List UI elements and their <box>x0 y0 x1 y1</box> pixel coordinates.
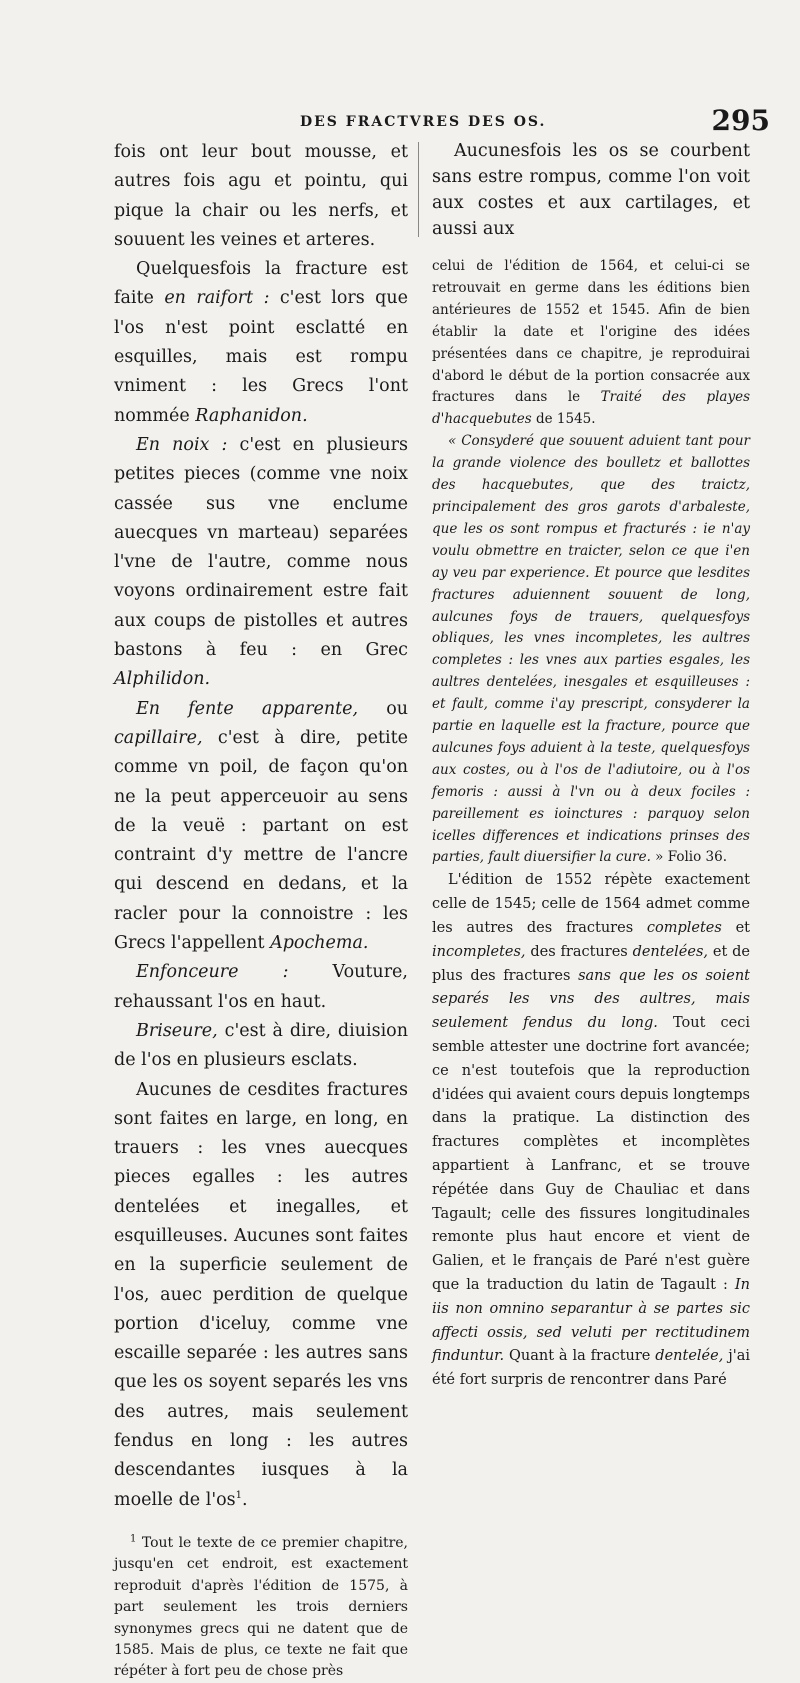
paragraph: En fente apparente, ou capillaire, c'est à dire, petite comme vn poil, de façon qu'on ne la peut apperceuoir au sens de la veuë : partant on est contraint d'y mettre de l'ancre qui descend en dedans, et la racler pour la connoistre : les Grecs l'appellent Apochema. <box>114 698 408 954</box>
paragraph: En noix : c'est en plusieurs petites pieces (comme vne noix cassée sus vne enclume auecques vn marteau) separées l'vne de l'autre, comme nous voyons ordinairement estre fait aux coups de pistolles et autres bastons à feu : en Grec Alphilidon. <box>114 434 408 690</box>
page-number: 295 <box>711 104 770 137</box>
left-column <box>114 138 408 1683</box>
footnote-ref[interactable]: 1 <box>235 1489 243 1501</box>
note-paragraph: L'édition de 1552 répète exactement celle de 1545; celle de 1564 admet comme les autres des fractures completes et incompletes, des fractures dentelées, et de plus des fractures sans que les os soient separés les vns des aultres, mais seulement fendus du long. Tout ceci semble attester une doctrine fort avancée; ce n'est toutefois que la reproduction d'idées qui avaient cours depuis longtemps dans la pratique. La distinction des fractures complètes et incomplètes appartient à Lanfranc, et se trouve répétée dans Guy de Chauliac et dans Tagault; celle des fissures longitudinales remonte plus haut encore et vient de Galien, et le français de Paré n'est guère que la traduction du latin de Tagault : In iis non omnino separantur à se partes sic affecti ossis, sed veluti per rectitudinem finduntur. Quant à la fracture dentelée, j'ai été fort surpris de rencontrer dans Paré <box>432 872 751 1389</box>
paragraph: Aucunesfois les os se courbent sans estre rompus, comme l'on voit aux costes et aux cartilages, et aussi aux <box>432 141 750 239</box>
quotation: « Consyderé que souuent aduient tant pour la grande violence des boulletz et ballottes des hacquebutes, que des traictz, principalement des gros garots d'arbaleste, que les os sont rompus et fracturés : ie n'ay voulu obmettre en traicter, selon ce que i'en ay veu par experience. Et pource que lesdites fractures aduiennent souuent de long, aulcunes foys de trauers, quelquesfoys obliques, les vnes incompletes, les aultres completes : les vnes aux parties esgales, les aultres dentelées, inesgales et esquilleuses : et fault, comme i'ay prescript, consyderer la partie en laquelle est la fracture, pource que aulcunes foys aduient à la teste, quelquesfoys aux costes, ou à l'os de l'adiutoire, ou à l'os femoris : aussi à l'vn ou à deux fociles : pareillement es ioinctures : parquoy selon icelles differences et indications prinses des parties, fault diuersifier la cure. » Folio 36. <box>432 433 750 866</box>
paragraph: Quelquesfois la fracture est faite en raifort : c'est lors que l'os n'est point esclatté en esquilles, mais est rompu vniment : les Grecs l'ont nommée Raphanidon. <box>114 259 408 426</box>
column-rule <box>418 142 419 237</box>
running-title: DES FRACTVRES DES OS. <box>300 114 547 130</box>
paragraph: fois ont leur bout mousse, et autres fois agu et pointu, qui pique la chair ou les nerfs, et souuent les veines et arteres. <box>114 142 408 250</box>
note-paragraph: celui de l'édition de 1564, et celui-ci se retrouvait en germe dans les éditions bien antérieures de 1552 et 1545. Afin de bien établir la date et l'origine des idées présentées dans ce chapitre, je reproduirai d'abord le début de la portion consacrée aux fractures dans le Traité des playes d'hacquebutes de 1545. <box>432 258 750 428</box>
paragraph: Briseure, c'est à dire, diuision de l'os en plusieurs esclats. <box>114 1020 408 1071</box>
paragraph: Aucunes de cesdites fractures sont faites en large, en long, en trauers : les vnes auecques pieces egalles : les autres dentelées et inegalles, et esquilleuses. Aucunes sont faites en la superficie seulement de l'os, auec perdition de quelque portion d'iceluy, comme vne escaille separée : les autres sans que les os soyent separés les vns des autres, mais seulement fendus en long : les autres descendantes iusques à la moelle de $l'os^1$. <box>114 1079 408 1510</box>
footnote-mark: 1 <box>130 1533 137 1545</box>
footnote: $^1$ Tout le texte de ce premier chapitre, jusqu'en cet endroit, est exactement reproduit d'après l'édition de 1575, à part seulement les trois derniers synonymes grecs qui ne datent que de 1585. Mais de plus, ce texte ne fait que répéter à fort peu de chose près <box>114 1533 408 1680</box>
paragraph: Enfonceure : Vouture, rehaussant l'os en haut. <box>114 962 408 1012</box>
right-column <box>432 138 750 1393</box>
